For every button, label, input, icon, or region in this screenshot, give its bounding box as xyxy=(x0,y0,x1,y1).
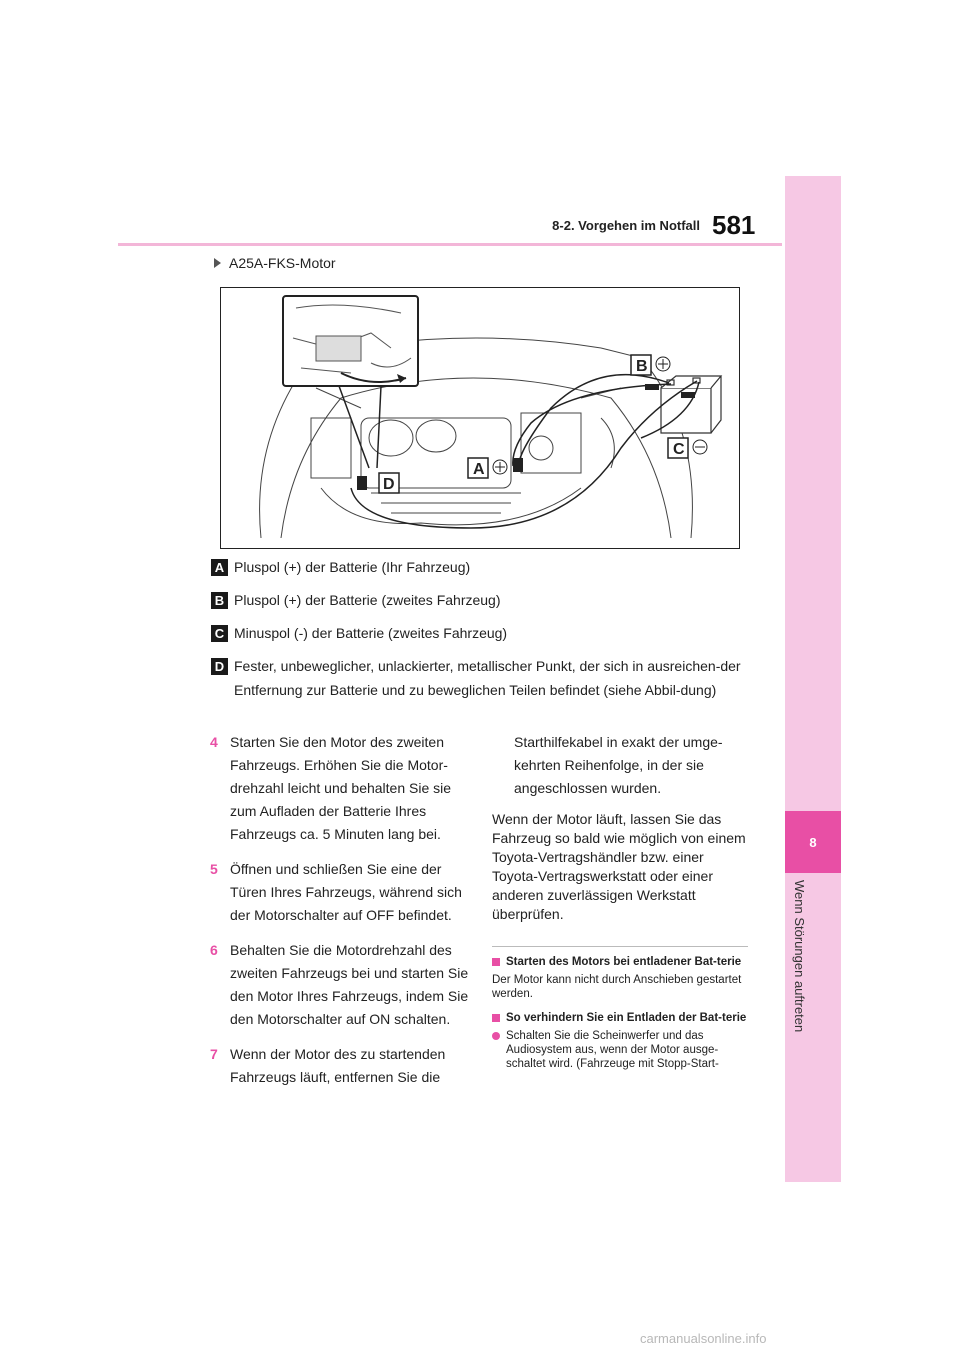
square-bullet-icon xyxy=(492,1014,500,1022)
chapter-label: Wenn Störungen auftreten xyxy=(792,880,807,1033)
legend-text-b: Pluspol (+) der Batterie (zweites Fahrzeug) xyxy=(234,592,501,608)
square-bullet-icon xyxy=(492,958,500,966)
step-number: 7 xyxy=(210,1046,218,1062)
legend-item-a xyxy=(211,559,754,579)
step-item xyxy=(210,731,480,846)
step-item xyxy=(210,939,480,1031)
step-number: 5 xyxy=(210,861,218,877)
legend-letter-c: C xyxy=(211,625,228,642)
callout-d-label: D xyxy=(383,476,395,493)
steps-column xyxy=(210,731,480,1101)
triangle-bullet-icon xyxy=(214,258,221,268)
engine-bay-drawing xyxy=(221,288,739,548)
subheading xyxy=(214,255,336,271)
legend-item-c xyxy=(211,625,754,645)
step-text: Öffnen und schließen Sie eine der Türen Ihres Fahrzeugs, während sich der Motorschalter auf OFF befindet. xyxy=(230,861,462,923)
step-7-continued: Starthilfekabel in exakt der umge-kehrten Reihenfolge, in der sie angeschlossen wurden. xyxy=(514,734,723,796)
legend-letter-d: D xyxy=(211,658,228,675)
legend-text-d: Fester, unbeweglicher, unlackierter, metallischer Punkt, der sich in ausreichen-der Entfernung zur Batterie und zu beweglichen Teilen befindet (siehe Abbil-dung) xyxy=(234,658,741,698)
legend-item-d xyxy=(211,658,754,702)
note-text: Der Motor kann nicht durch Anschieben gestartet werden. xyxy=(492,974,742,1000)
legend-letter-a: A xyxy=(211,559,228,576)
note-heading xyxy=(492,955,748,969)
legend-letter-b: B xyxy=(211,592,228,609)
right-column xyxy=(492,731,748,1071)
subheading-text: A25A-FKS-Motor xyxy=(229,255,336,271)
note-heading xyxy=(492,1011,748,1025)
note-bullet-text: Schalten Sie die Scheinwerfer und das Audiosystem aus, wenn der Motor ausge-schaltet wird. (Fahrzeuge mit Stopp-Start- xyxy=(506,1030,719,1070)
step-number: 6 xyxy=(210,942,218,958)
note-heading-text: Starten des Motors bei entladener Bat-terie xyxy=(506,956,742,968)
legend-text-a: Pluspol (+) der Batterie (Ihr Fahrzeug) xyxy=(234,559,471,575)
step-number: 4 xyxy=(210,734,218,750)
callout-c-label: C xyxy=(673,441,685,458)
step-text: Behalten Sie die Motordrehzahl des zweiten Fahrzeugs bei und starten Sie den Motor Ihres Fahrzeugs, indem Sie den Motorschalter auf ON schalten. xyxy=(230,942,469,1027)
note-heading-text: So verhindern Sie ein Entladen der Bat-terie xyxy=(506,1012,747,1024)
callout-a-label: A xyxy=(473,461,485,478)
callout-b-label: B xyxy=(636,358,648,375)
engine-bay-illustration xyxy=(220,287,740,549)
legend-item-b xyxy=(211,592,754,612)
round-bullet-icon xyxy=(492,1032,500,1040)
page-number: 581 xyxy=(712,210,756,240)
section-title: 8-2. Vorgehen im Notfall xyxy=(552,218,700,233)
legend-text-c: Minuspol (-) der Batterie (zweites Fahrzeug) xyxy=(234,625,508,641)
chapter-number-tab[interactable]: 8 xyxy=(785,811,841,873)
notes-divider xyxy=(492,946,748,947)
header-rule xyxy=(118,243,782,246)
note-bullet xyxy=(492,1029,748,1071)
step-text: Starten Sie den Motor des zweiten Fahrzeugs. Erhöhen Sie die Motor-drehzahl leicht und behalten Sie sie zum Aufladen der Batterie Ihres Fahrzeugs ca. 5 Minuten lang bei. xyxy=(230,734,452,842)
after-start-paragraph: Wenn der Motor läuft, lassen Sie das Fahrzeug so bald wie möglich von einem Toyota-Vertragshändler bzw. einer Toyota-Vertragswerkstatt oder einer anderen zuverlässigen Werkstatt überprüfen. xyxy=(492,811,746,922)
watermark: carmanualsonline.info xyxy=(640,1331,767,1346)
step-item xyxy=(210,1043,480,1089)
step-item xyxy=(210,858,480,927)
step-text: Wenn der Motor des zu startenden Fahrzeugs läuft, entfernen Sie die xyxy=(230,1046,446,1085)
